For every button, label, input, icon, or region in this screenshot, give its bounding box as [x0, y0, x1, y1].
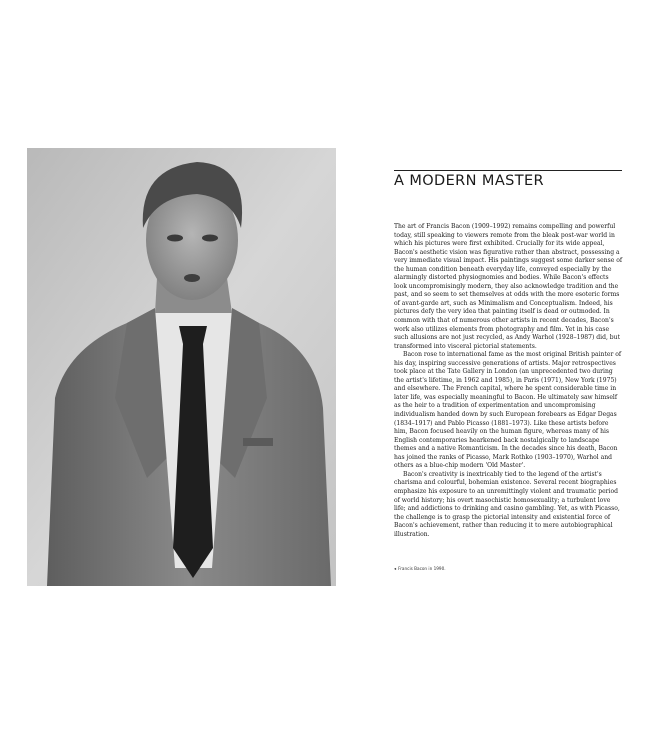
article-body — [394, 223, 623, 539]
page-title: A MODERN MASTER — [394, 173, 545, 189]
portrait-illustration — [27, 148, 336, 586]
paragraph: The art of Francis Bacon (1909–1992) remains compelling and powerful today, still speaking to viewers remote from the bleak post-war world in which his pictures were first exhibited. Crucially for its wide appeal, Bacon's aesthetic vision was figurative rather than abstract, possessing a very immediate visual impact. His paintings suggest some darker sense of the human condition beneath everyday life, conveyed especially by the alarmingly distorted physiognomies and bodies. While Bacon's effects look uncompromisingly modern, they also acknowledge tradition and the past, and so seem to set themselves at odds with the more esoteric forms of avant-garde art, such as Minimalism and Conceptualism. Indeed, his pictures defy the very idea that painting itself is dead or outmoded. In common with that of numerous other artists in recent decades, Bacon's work also utilizes elements from photography and film. Yet in his case such allusions are not just recycled, as Andy Warhol (1928–1987) did, but transformed into visceral pictorial statements. — [394, 223, 623, 350]
heading-rule — [394, 170, 622, 171]
photo-caption — [394, 566, 446, 571]
paragraph: Bacon rose to international fame as the most original British painter of his day, inspiring successive generations of artists. Major retrospectives took place at the Tate Gallery in London (an unprecedented two during the artist's lifetime, in 1962 and 1985), in Paris (1971), New York (1975) and elsewhere. The French capital, where he spent considerable time in later life, was especially meaningful to Bacon. He ultimately saw himself as the heir to a tradition of experimentation and uncompromising individualism handed down by such European forebears as Edgar Degas (1834–1917) and Pablo Picasso (1881–1973). Like these artists before him, Bacon focused heavily on the human figure, whereas many of his English contemporaries hearkened back nostalgically to landscape themes and a native Romanticism. In the decades since his death, Bacon has joined the ranks of Picasso, Mark Rothko (1903–1970), Warhol and others as a blue-chip modern 'Old Master'. — [394, 351, 622, 470]
portrait-photo — [27, 148, 336, 586]
paragraph: Bacon's creativity is inextricably tied to the legend of the artist's charisma and colourful, bohemian existence. Several recent biographies emphasize his exposure to an unremittingly violent and traumatic period of world history; his overt masochistic homosexuality; a turbulent love life; and addictions to drinking and casino gambling. Yet, as with Picasso, the challenge is to grasp the pictorial intensity and existential force of Bacon's achievement, rather than reducing it to mere autobiographical illustration. — [394, 470, 620, 538]
caption-text: Francis Bacon in 1990. — [398, 566, 446, 571]
left-arrow-icon: ◂ — [394, 566, 397, 571]
